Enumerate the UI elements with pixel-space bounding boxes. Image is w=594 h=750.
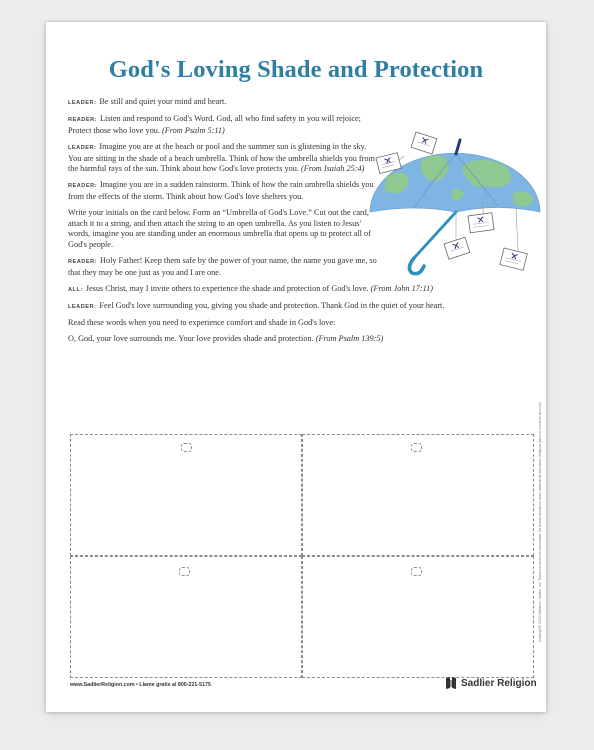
sadlier-logo-icon (444, 676, 458, 690)
prayer-paragraph (68, 256, 378, 278)
string-hole-icon (411, 443, 422, 452)
prayer-column (68, 97, 378, 278)
paragraph-text: Holy Father! Keep them safe by the power of your name, the name you gave me, so that they may be one just as you and I are one. (68, 256, 377, 277)
speaker-label: ALL: (68, 286, 83, 293)
logo-wordmark: Sadlier Religion (461, 677, 537, 689)
prayer-paragraph (68, 301, 528, 313)
paragraph-text: Feel God's love surrounding you, giving you shade and protection. Thank God in the quiet of your heart. (99, 301, 445, 311)
footer-contact: www.SadlierReligion.com • Llame gratis al 800-221-5175 (70, 682, 211, 688)
scripture-citation: (From Psalm 5:11) (161, 125, 225, 135)
string-hole-icon (411, 567, 422, 576)
page-title: God's Loving Shade and Protection (108, 56, 484, 83)
prayer-paragraph (68, 142, 378, 175)
paragraph-text: Imagine you are at the beach or pool and the summer sun is glistening in the sky. You are sitting in the shade of a beach umbrella. Think of how the umbrella shields you from the harmful rays of the sun. Think about how God's love protects you. (68, 141, 375, 174)
worksheet-page (46, 22, 546, 712)
paragraph-text: Write your initials on the card below. Form an “Umbrella of God's Love.” Cut out the card, attach it to a string, and then attach the string to an open umbrella. As you listen to Jesus' words, imagine you are standing under an enormous umbrella that opens up to protect all of God's people. (68, 208, 371, 249)
paragraph-text: Read these words when you need to experience comfort and shade in God's love: (68, 318, 336, 328)
string-hole-icon (181, 443, 192, 452)
speaker-label: READER: (68, 117, 97, 124)
prayer-paragraph (68, 180, 378, 202)
speaker-label: READER: (68, 183, 97, 190)
speaker-label: READER: (68, 259, 97, 266)
prayer-paragraph (68, 114, 378, 136)
paragraph-text: Jesus Christ, may I invite others to experience the shade and protection of God's love. (85, 283, 369, 293)
speaker-label: LEADER: (68, 144, 97, 151)
prayer-paragraph (68, 334, 528, 345)
cutout-card[interactable] (302, 434, 534, 556)
cutout-card[interactable] (302, 556, 534, 678)
cutout-card[interactable] (70, 556, 302, 678)
prayer-paragraph (68, 208, 378, 250)
cutout-card[interactable] (70, 434, 302, 556)
copyright-notice: Copyright© 2015 William H. Sadlier, Inc. Todos los derechos reservados. Se puede reproducir como material de educación religiosa (pero no con fines de lucro). (538, 401, 542, 642)
prayer-paragraph (68, 318, 528, 329)
scripture-citation: (From Psalm 139:5) (315, 334, 384, 344)
scripture-citation: (From John 17:11) (370, 283, 433, 293)
prayer-paragraph (68, 97, 378, 109)
string-hole-icon (179, 567, 190, 576)
prayer-wide-column (68, 284, 528, 345)
speaker-label: LEADER: (68, 100, 97, 106)
umbrella-illustration (364, 120, 554, 290)
paragraph-text: Listen and respond to God's Word. God, all who find safety in you will rejoice; Protect those who love you. (68, 114, 361, 135)
speaker-label: LEADER: (68, 304, 97, 311)
cutout-card-grid (70, 434, 534, 678)
sadlier-logo (444, 675, 537, 691)
paragraph-text: Imagine you are in a sudden rainstorm. Think of how the rain umbrella shields you from the effects of the storm. Think about how God's love shelters you. (68, 180, 374, 201)
paragraph-text: O, God, your love surrounds me. Your love provides shade and protection. (68, 334, 314, 344)
paragraph-text: Be still and quiet your mind and heart. (99, 97, 227, 106)
scripture-citation: (From Isaiah 25:4) (300, 164, 365, 174)
